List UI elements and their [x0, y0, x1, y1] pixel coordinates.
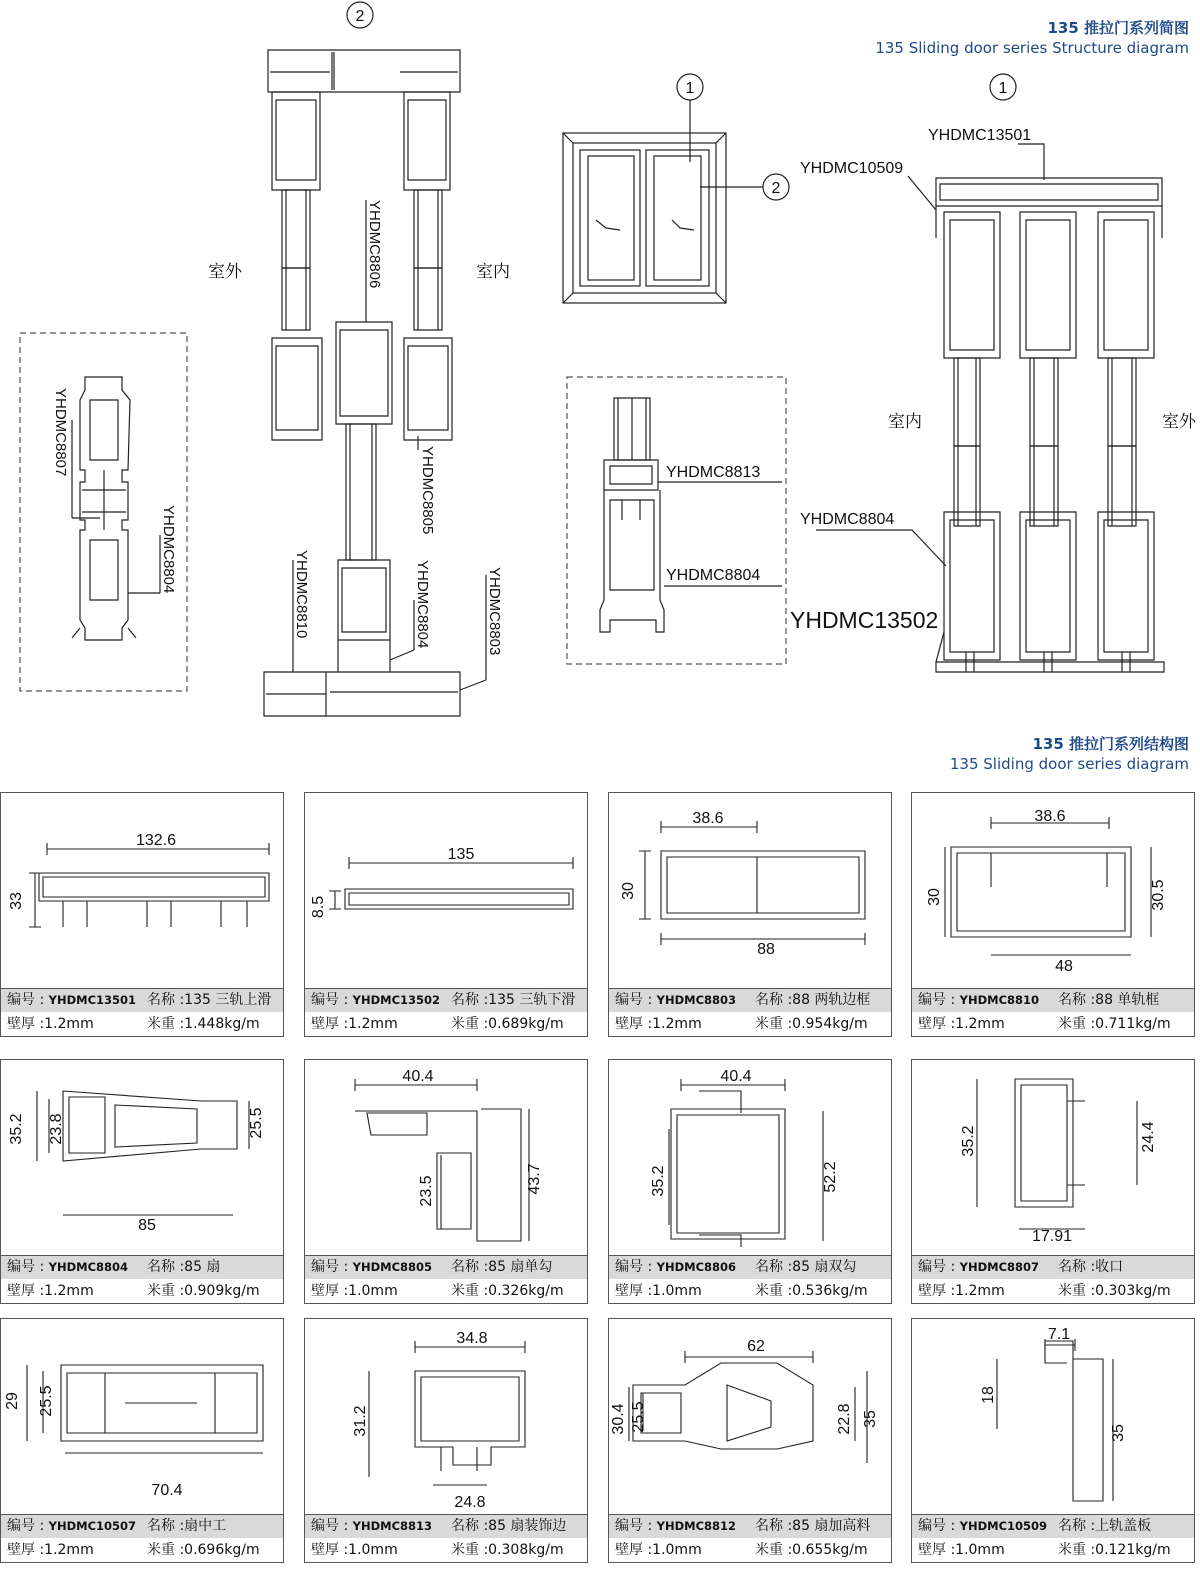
dimension-label: 52.2	[822, 1161, 839, 1193]
name-label: 名称 :	[1058, 1259, 1096, 1275]
profile-code: YHDMC13502	[352, 993, 441, 1007]
profile-wall: 1.0mm	[348, 1283, 398, 1299]
dimension-label: 29	[4, 1392, 21, 1410]
profile-wall: 1.0mm	[652, 1283, 702, 1299]
profile-name: 85 扇加高料	[792, 1518, 871, 1534]
code-label: 编号 :	[311, 1259, 353, 1275]
profile-code: YHDMC10507	[48, 1519, 137, 1533]
wall-label: 壁厚 :	[918, 1016, 956, 1032]
profile-info	[1, 1514, 283, 1562]
code-label: 编号 :	[615, 992, 657, 1008]
profile-drawing	[1, 1319, 285, 1517]
wall-label: 壁厚 :	[7, 1016, 45, 1032]
profile-info	[305, 1514, 587, 1562]
weight-label: 米重 :	[451, 1542, 489, 1558]
profile-drawing	[912, 1319, 1196, 1517]
dimension-label: 135	[447, 846, 475, 863]
dimension-label: 17.91	[1031, 1228, 1073, 1245]
profile-card	[911, 1059, 1195, 1304]
dimension-label: 31.2	[352, 1405, 369, 1437]
weight-label: 米重 :	[147, 1542, 185, 1558]
profile-weight: 0.536kg/m	[792, 1283, 868, 1299]
profile-weight: 0.954kg/m	[792, 1016, 868, 1032]
mid-code-a: YHDMC8813	[666, 464, 761, 481]
profile-name: 88 两轨边框	[792, 992, 871, 1008]
center-code-8806: YHDMC8806	[366, 200, 383, 289]
dimension-label: 30	[620, 882, 637, 900]
wall-label: 壁厚 :	[615, 1016, 653, 1032]
profile-wall: 1.2mm	[44, 1542, 94, 1558]
profile-info	[912, 1514, 1194, 1562]
dimension-label: 7.1	[1047, 1326, 1071, 1343]
profile-card	[304, 1059, 588, 1304]
code-label: 编号 :	[918, 1518, 960, 1534]
profile-code: YHDMC8804	[48, 1260, 129, 1274]
wall-label: 壁厚 :	[918, 1283, 956, 1299]
dimension-label: 132.6	[135, 832, 177, 849]
profile-info	[305, 988, 587, 1036]
profiles-header	[950, 734, 1189, 774]
dimension-label: 30.5	[1150, 879, 1167, 911]
profiles-title-en: 135 Sliding door series diagram	[949, 755, 1189, 773]
dimension-label: 22.8	[836, 1403, 853, 1435]
right-code-sash: YHDMC8804	[800, 511, 895, 528]
profile-name: 收口	[1095, 1259, 1124, 1275]
profile-wall: 1.2mm	[348, 1016, 398, 1032]
elevation-marker-1: 1	[685, 80, 695, 97]
wall-label: 壁厚 :	[311, 1016, 349, 1032]
dimension-label: 18	[980, 1386, 997, 1404]
profile-wall: 1.0mm	[348, 1542, 398, 1558]
left-code-b: YHDMC8804	[160, 505, 177, 594]
dimension-label: 35	[1110, 1424, 1127, 1442]
code-label: 编号 :	[918, 1259, 960, 1275]
structure-title-en: 135 Sliding door series Structure diagram	[875, 39, 1189, 57]
profile-wall: 1.0mm	[955, 1542, 1005, 1558]
profile-name: 85 扇双勾	[792, 1259, 857, 1275]
right-indoor: 室内	[888, 412, 922, 431]
profile-name: 扇中工	[184, 1518, 227, 1534]
profile-drawing	[305, 1319, 589, 1517]
mid-code-b: YHDMC8804	[666, 567, 761, 584]
code-label: 编号 :	[7, 992, 49, 1008]
profile-name: 85 扇单勾	[488, 1259, 553, 1275]
wall-label: 壁厚 :	[615, 1542, 653, 1558]
name-label: 名称 :	[451, 1259, 489, 1275]
profile-weight: 1.448kg/m	[184, 1016, 260, 1032]
dimension-label: 23.5	[418, 1175, 435, 1207]
profile-drawing	[912, 793, 1196, 991]
profile-info	[609, 1255, 891, 1303]
profile-code: YHDMC13501	[48, 993, 137, 1007]
center-indoor: 室内	[476, 262, 510, 281]
mid-detail	[567, 377, 786, 664]
profile-name: 上轨盖板	[1095, 1518, 1152, 1534]
weight-label: 米重 :	[451, 1016, 489, 1032]
profile-drawing	[1, 793, 285, 991]
profile-info	[912, 988, 1194, 1036]
profile-card	[911, 792, 1195, 1037]
profile-weight: 0.711kg/m	[1095, 1016, 1171, 1032]
name-label: 名称 :	[451, 1518, 489, 1534]
right-outdoor: 室外	[1162, 412, 1196, 431]
profile-wall: 1.2mm	[44, 1283, 94, 1299]
code-label: 编号 :	[7, 1259, 49, 1275]
center-structure	[208, 2, 510, 716]
name-label: 名称 :	[451, 992, 489, 1008]
left-code-a: YHDMC8807	[52, 388, 69, 477]
profile-card	[304, 792, 588, 1037]
profile-code: YHDMC8810	[959, 993, 1040, 1007]
profile-code: YHDMC8812	[656, 1519, 737, 1533]
name-label: 名称 :	[147, 1259, 185, 1275]
profile-code: YHDMC8806	[656, 1260, 737, 1274]
center-outdoor: 室外	[208, 262, 242, 281]
center-marker: 2	[355, 8, 365, 25]
dimension-label: 30.4	[610, 1403, 627, 1435]
center-code-8803: YHDMC8803	[486, 567, 503, 656]
code-label: 编号 :	[311, 1518, 353, 1534]
dimension-label: 25.5	[630, 1401, 647, 1433]
profile-name: 85 扇	[184, 1259, 221, 1275]
weight-label: 米重 :	[147, 1016, 185, 1032]
profile-wall: 1.2mm	[44, 1016, 94, 1032]
dimension-label: 43.7	[526, 1163, 543, 1195]
wall-label: 壁厚 :	[311, 1542, 349, 1558]
dimension-label: 35	[862, 1410, 879, 1428]
profile-drawing	[609, 793, 893, 991]
weight-label: 米重 :	[755, 1542, 793, 1558]
dimension-label: 24.4	[1140, 1121, 1157, 1153]
structure-diagram	[0, 0, 1200, 730]
profile-code: YHDMC8813	[352, 1519, 433, 1533]
profiles-title-cn: 135 推拉门系列结构图	[1032, 735, 1189, 753]
profile-weight: 0.121kg/m	[1095, 1542, 1171, 1558]
profile-name: 135 三轨下滑	[488, 992, 576, 1008]
name-label: 名称 :	[1058, 1518, 1096, 1534]
wall-label: 壁厚 :	[7, 1283, 45, 1299]
profile-code: YHDMC8805	[352, 1260, 433, 1274]
dimension-label: 34.8	[456, 1330, 488, 1347]
dimension-label: 38.6	[1034, 808, 1066, 825]
profile-weight: 0.326kg/m	[488, 1283, 564, 1299]
profile-info	[1, 988, 283, 1036]
profile-card	[911, 1318, 1195, 1563]
dimension-label: 40.4	[402, 1068, 434, 1085]
dimension-label: 24.8	[454, 1494, 486, 1511]
profile-wall: 1.2mm	[652, 1016, 702, 1032]
profile-drawing	[1, 1060, 285, 1258]
dimension-label: 38.6	[692, 810, 724, 827]
weight-label: 米重 :	[755, 1016, 793, 1032]
dimension-label: 8.5	[310, 895, 327, 919]
profile-name: 85 扇装饰边	[488, 1518, 567, 1534]
structure-title-cn: 135 推拉门系列简图	[1047, 19, 1189, 37]
profile-weight: 0.689kg/m	[488, 1016, 564, 1032]
profile-name: 88 单轨框	[1095, 992, 1160, 1008]
weight-label: 米重 :	[1058, 1542, 1096, 1558]
profile-card	[0, 1318, 284, 1563]
elevation-marker-2: 2	[771, 180, 781, 197]
weight-label: 米重 :	[147, 1283, 185, 1299]
right-code-bottom: YHDMC13502	[790, 607, 939, 633]
profile-card	[608, 1318, 892, 1563]
name-label: 名称 :	[755, 1259, 793, 1275]
profile-info	[305, 1255, 587, 1303]
code-label: 编号 :	[311, 992, 353, 1008]
center-code-8810: YHDMC8810	[293, 550, 310, 639]
left-detail	[20, 333, 187, 691]
dimension-label: 35.2	[960, 1125, 977, 1157]
profile-code: YHDMC8807	[959, 1260, 1040, 1274]
dimension-label: 35.2	[8, 1113, 25, 1145]
profile-drawing	[609, 1319, 893, 1517]
profile-info	[609, 988, 891, 1036]
code-label: 编号 :	[615, 1259, 657, 1275]
center-code-8804: YHDMC8804	[414, 560, 431, 649]
profile-weight: 0.696kg/m	[184, 1542, 260, 1558]
profile-card	[608, 1059, 892, 1304]
profile-card	[0, 1059, 284, 1304]
profile-weight: 0.909kg/m	[184, 1283, 260, 1299]
dimension-label: 33	[8, 892, 25, 910]
profile-wall: 1.2mm	[955, 1016, 1005, 1032]
wall-label: 壁厚 :	[615, 1283, 653, 1299]
dimension-label: 62	[747, 1338, 765, 1355]
profile-code: YHDMC8803	[656, 993, 737, 1007]
center-code-8805: YHDMC8805	[419, 446, 436, 535]
profile-drawing	[305, 793, 589, 991]
profile-weight: 0.303kg/m	[1095, 1283, 1171, 1299]
code-label: 编号 :	[615, 1518, 657, 1534]
name-label: 名称 :	[755, 992, 793, 1008]
wall-label: 壁厚 :	[311, 1283, 349, 1299]
weight-label: 米重 :	[755, 1283, 793, 1299]
code-label: 编号 :	[7, 1518, 49, 1534]
profile-drawing	[912, 1060, 1196, 1258]
profile-info	[609, 1514, 891, 1562]
profile-weight: 0.308kg/m	[488, 1542, 564, 1558]
wall-label: 壁厚 :	[7, 1542, 45, 1558]
name-label: 名称 :	[1058, 992, 1096, 1008]
profile-wall: 1.2mm	[955, 1283, 1005, 1299]
profile-info	[1, 1255, 283, 1303]
dimension-label: 30	[926, 888, 943, 906]
dimension-label: 88	[757, 941, 775, 958]
dimension-label: 25.5	[248, 1107, 265, 1139]
elevation-view	[563, 74, 789, 303]
dimension-label: 85	[138, 1217, 156, 1234]
profile-info	[912, 1255, 1194, 1303]
name-label: 名称 :	[147, 992, 185, 1008]
weight-label: 米重 :	[1058, 1283, 1096, 1299]
dimension-label: 23.8	[48, 1113, 65, 1145]
right-structure	[790, 74, 1197, 672]
right-code-side: YHDMC10509	[800, 160, 904, 177]
profile-name: 135 三轨上滑	[184, 992, 272, 1008]
profile-card	[304, 1318, 588, 1563]
profile-drawing	[609, 1060, 893, 1258]
profile-card	[0, 792, 284, 1037]
weight-label: 米重 :	[1058, 1016, 1096, 1032]
dimension-label: 35.2	[650, 1165, 667, 1197]
profile-card	[608, 792, 892, 1037]
dimension-label: 40.4	[720, 1068, 752, 1085]
profile-wall: 1.0mm	[652, 1542, 702, 1558]
code-label: 编号 :	[918, 992, 960, 1008]
profile-weight: 0.655kg/m	[792, 1542, 868, 1558]
wall-label: 壁厚 :	[918, 1542, 956, 1558]
name-label: 名称 :	[147, 1518, 185, 1534]
profile-code: YHDMC10509	[959, 1519, 1048, 1533]
dimension-label: 25.5	[38, 1385, 55, 1417]
right-marker: 1	[998, 80, 1008, 97]
weight-label: 米重 :	[451, 1283, 489, 1299]
profile-drawing	[305, 1060, 589, 1258]
right-code-top: YHDMC13501	[928, 127, 1032, 144]
name-label: 名称 :	[755, 1518, 793, 1534]
dimension-label: 48	[1055, 958, 1073, 975]
dimension-label: 70.4	[151, 1482, 183, 1499]
